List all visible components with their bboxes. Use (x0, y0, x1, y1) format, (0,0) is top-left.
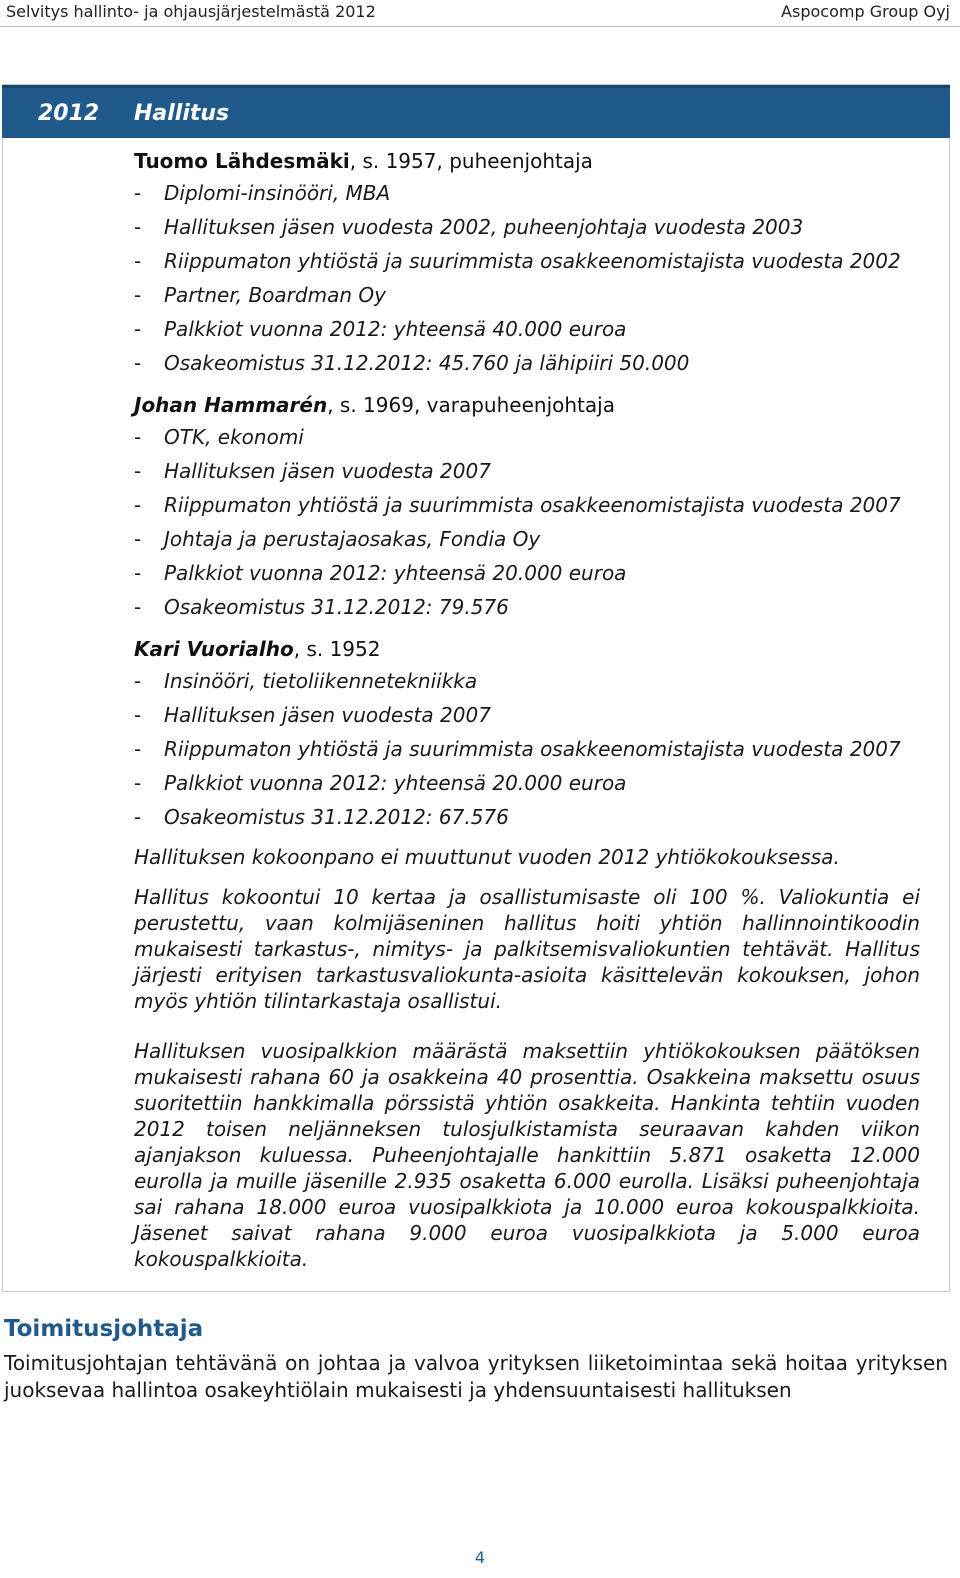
list-dash: - (134, 561, 142, 585)
list-item (134, 766, 920, 800)
fact-text: Riippumaton yhtiöstä ja suurimmista osakkeenomistajista vuodesta 2002 (164, 249, 901, 273)
member-heading (134, 634, 920, 664)
board-section-header (2, 85, 950, 138)
list-dash: - (134, 425, 142, 449)
fact-text: Osakeomistus 31.12.2012: 45.760 ja lähipiiri 50.000 (164, 351, 690, 375)
list-item (134, 210, 920, 244)
board-remuneration-paragraph: Hallituksen vuosipalkkion määrästä maksettiin yhtiökokouksen päätöksen mukaisesti rahana 60 ja osakkeina 40 prosenttia. Osakkeina maksettu osuus suoritettiin hankkimalla pörssistä yhtiön osakkeita. Hankinta tehtiin vuoden 2012 toisen neljänneksen tulosjulkistamista seuraavan kahden viikon ajanjakson kuluessa. Puheenjohtajalle hankittiin 5.871 osaketta 12.000 eurolla ja muille jäsenille 2.935 osaketta 6.000 eurolla. Lisäksi puheenjohtaja sai rahana 18.000 euroa vuosipalkkiota ja 10.000 euroa kokouspalkkioita. Jäsenet saivat rahana 9.000 euroa vuosipalkkiota ja 5.000 euroa kokouspalkkioita. (134, 1039, 920, 1271)
list-dash: - (134, 669, 142, 693)
board-member (134, 146, 920, 380)
list-item (134, 522, 920, 556)
list-dash: - (134, 805, 142, 829)
list-item (134, 488, 920, 522)
member-born: , s. 1952 (293, 637, 381, 661)
member-name: Tuomo Lähdesmäki (134, 149, 350, 173)
list-dash: - (134, 283, 142, 307)
fact-text: Osakeomistus 31.12.2012: 67.576 (164, 805, 509, 829)
list-dash: - (134, 215, 142, 239)
fact-text: Riippumaton yhtiöstä ja suurimmista osakkeenomistajista vuodesta 2007 (164, 737, 901, 761)
section-title-ceo: Toimitusjohtaja (4, 1316, 204, 1342)
page-number: 4 (474, 1548, 486, 1567)
running-head (0, 0, 960, 26)
list-item (134, 454, 920, 488)
fact-text: Diplomi-insinööri, MBA (164, 181, 391, 205)
fact-text: Palkkiot vuonna 2012: yhteensä 20.000 euroa (164, 771, 627, 795)
list-item (134, 556, 920, 590)
member-heading (134, 146, 920, 176)
board-content (134, 146, 920, 1272)
list-dash: - (134, 459, 142, 483)
member-born: , s. 1969, varapuheenjohtaja (327, 393, 615, 417)
list-item (134, 664, 920, 698)
list-item (134, 346, 920, 380)
board-member (134, 390, 920, 624)
list-dash: - (134, 527, 142, 551)
board-meetings-paragraph: Hallitus kokoontui 10 kertaa ja osallistumisaste oli 100 %. Valiokuntia ei perustettu, vaan kolmijäseninen hallitus hoiti yhtiön hallinnointikoodin mukaisesti tarkastus-, nimitys- ja palkitsemisvaliokuntien tehtävät. Hallitus järjesti erityisen tarkastusvaliokunta-asioita käsittelevän kokouksen, johon myös yhtiön tilintarkastaja osallistui. (134, 885, 920, 1013)
list-item (134, 312, 920, 346)
list-dash: - (134, 181, 142, 205)
list-item (134, 420, 920, 454)
board-composition-paragraph: Hallituksen kokoonpano ei muuttunut vuoden 2012 yhtiökokouksessa. (134, 845, 840, 869)
list-dash: - (134, 737, 142, 761)
list-dash: - (134, 703, 142, 727)
fact-text: Insinööri, tietoliikennetekniikka (164, 669, 478, 693)
fact-text: Hallituksen jäsen vuodesta 2007 (164, 703, 491, 727)
fact-text: OTK, ekonomi (164, 425, 304, 449)
header-divider (0, 26, 960, 27)
list-dash: - (134, 351, 142, 375)
list-item (134, 244, 920, 278)
member-facts (134, 420, 920, 624)
list-dash: - (134, 317, 142, 341)
company-name: Aspocomp Group Oyj (781, 2, 950, 21)
member-heading (134, 390, 920, 420)
fact-text: Johtaja ja perustajaosakas, Fondia Oy (164, 527, 541, 551)
document-title: Selvitys hallinto- ja ohjausjärjestelmästä 2012 (6, 2, 376, 21)
list-dash: - (134, 493, 142, 517)
list-item (134, 732, 920, 766)
list-item (134, 176, 920, 210)
list-dash: - (134, 249, 142, 273)
list-dash: - (134, 595, 142, 619)
fact-text: Partner, Boardman Oy (164, 283, 386, 307)
fact-text: Palkkiot vuonna 2012: yhteensä 20.000 euroa (164, 561, 627, 585)
list-item (134, 698, 920, 732)
list-item (134, 278, 920, 312)
fact-text: Osakeomistus 31.12.2012: 79.576 (164, 595, 509, 619)
section-year: 2012 (38, 101, 100, 126)
member-facts (134, 664, 920, 834)
member-born: , s. 1957, puheenjohtaja (349, 149, 593, 173)
member-name: Johan Hammarén (134, 393, 328, 417)
board-member (134, 634, 920, 834)
list-dash: - (134, 771, 142, 795)
list-item (134, 800, 920, 834)
ceo-paragraph: Toimitusjohtajan tehtävänä on johtaa ja valvoa yrityksen liiketoimintaa sekä hoitaa yrityksen juoksevaa hallintoa osakeyhtiölain mukaisesti ja yhdensuuntaisesti hallituksen (4, 1351, 948, 1402)
member-facts (134, 176, 920, 380)
fact-text: Hallituksen jäsen vuodesta 2007 (164, 459, 491, 483)
section-title-board: Hallitus (134, 101, 230, 126)
fact-text: Hallituksen jäsen vuodesta 2002, puheenjohtaja vuodesta 2003 (164, 215, 804, 239)
list-item (134, 590, 920, 624)
fact-text: Riippumaton yhtiöstä ja suurimmista osakkeenomistajista vuodesta 2007 (164, 493, 901, 517)
member-name: Kari Vuorialho (134, 637, 294, 661)
fact-text: Palkkiot vuonna 2012: yhteensä 40.000 euroa (164, 317, 627, 341)
